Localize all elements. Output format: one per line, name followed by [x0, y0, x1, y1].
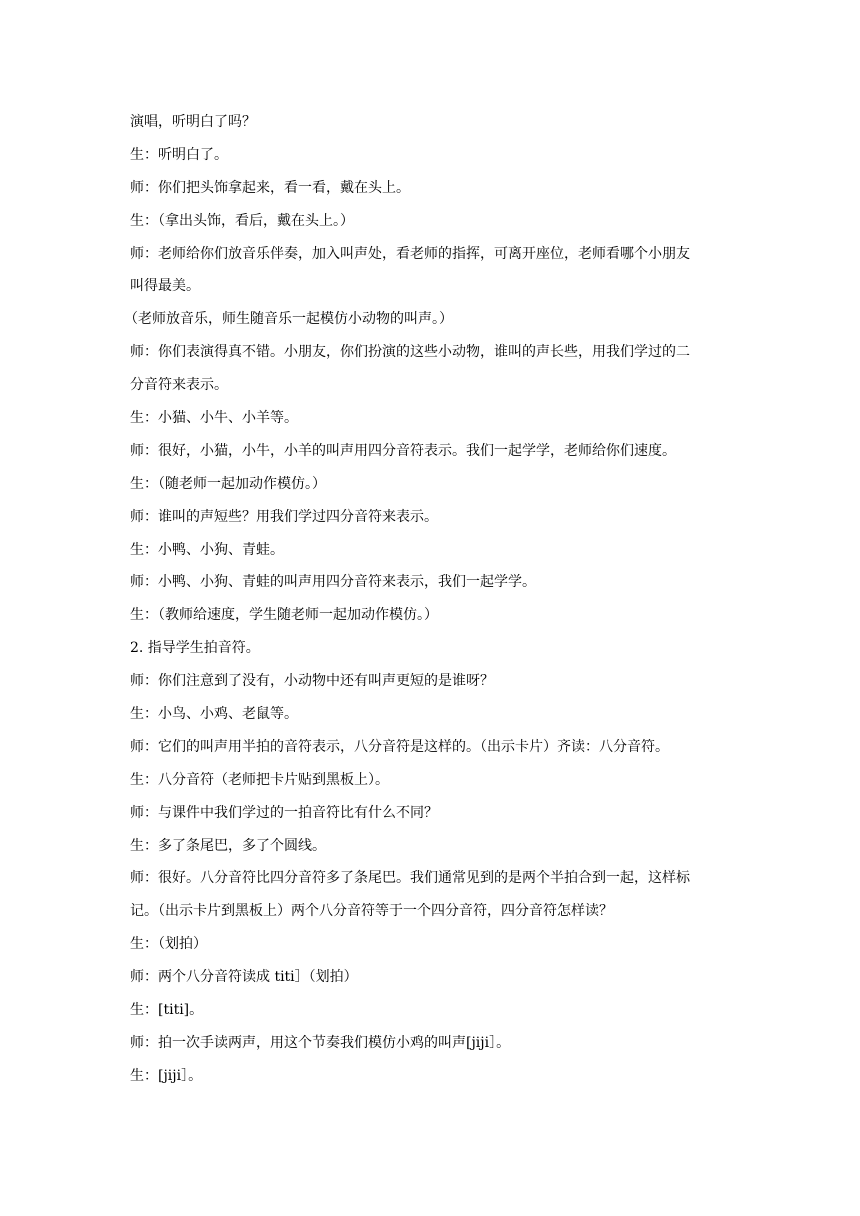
text-line: 生：小鸟、小鸡、老鼠等。 — [130, 706, 298, 723]
text-line: 生：小猫、小牛、小羊等。 — [130, 410, 298, 427]
text-line: 师：你们表演得真不错。小朋友，你们扮演的这些小动物，谁叫的声长些，用我们学过的二 — [130, 344, 690, 361]
text-line: 师：你们注意到了没有，小动物中还有叫声更短的是谁呀？ — [130, 673, 494, 690]
text-line: 生：（随老师一起加动作模仿。） — [130, 475, 326, 492]
text-line: 师：老师给你们放音乐伴奏，加入叫声处，看老师的指挥，可离开座位，老师看哪个小朋友 — [130, 245, 690, 262]
text-line: 生：听明白了。 — [130, 146, 228, 163]
text-line: 生：[titi]。 — [130, 1002, 204, 1019]
text-line: 记。（出示卡片到黑板上）两个八分音符等于一个四分音符，四分音符怎样读？ — [130, 903, 613, 920]
text-line: 演唱，听明白了吗？ — [130, 114, 256, 130]
section-heading: 2. 指导学生拍音符。 — [130, 640, 260, 657]
text-line: 师：与课件中我们学过的一拍音符比有什么不同？ — [130, 804, 438, 821]
text-line: 生：（拿出头饰，看后，戴在头上。） — [130, 212, 354, 229]
text-line: 师：小鸭、小狗、青蛙的叫声用四分音符来表示，我们一起学学。 — [130, 574, 536, 591]
text-line: 师：谁叫的声短些？用我们学过四分音符来表示。 — [130, 508, 438, 525]
text-line: 生：小鸭、小狗、青蛙。 — [130, 541, 284, 558]
text-line: 生：（划拍） — [130, 936, 207, 953]
document-body — [124, 106, 740, 1093]
text-line: 师：拍一次手读两声，用这个节奏我们模仿小鸡的叫声[jiji］。 — [130, 1034, 511, 1051]
text-line: （老师放音乐，师生随音乐一起模仿小动物的叫声。） — [124, 311, 453, 328]
text-line: 师：你们把头饰拿起来，看一看，戴在头上。 — [130, 179, 410, 196]
text-line: 生：（教师给速度，学生随老师一起加动作模仿。） — [130, 607, 438, 624]
text-line: 师：它们的叫声用半拍的音符表示，八分音符是这样的。（出示卡片）齐读：八分音符。 — [130, 738, 669, 755]
text-line: 师：两个八分音符读成 titi］（划拍） — [130, 969, 358, 986]
text-line: 生：八分音符（老师把卡片贴到黑板上）。 — [130, 771, 389, 788]
text-line: 叫得最美。 — [130, 278, 200, 295]
text-line: 师：很好，小猫，小牛，小羊的叫声用四分音符表示。我们一起学学，老师给你们速度。 — [130, 442, 676, 459]
text-line: 生：多了条尾巴，多了个圆线。 — [130, 837, 326, 854]
text-line: 分音符来表示。 — [130, 377, 228, 394]
text-line: 生：[jiji］。 — [130, 1067, 203, 1084]
text-line: 师：很好。八分音符比四分音符多了条尾巴。我们通常见到的是两个半拍合到一起，这样标 — [130, 870, 690, 887]
